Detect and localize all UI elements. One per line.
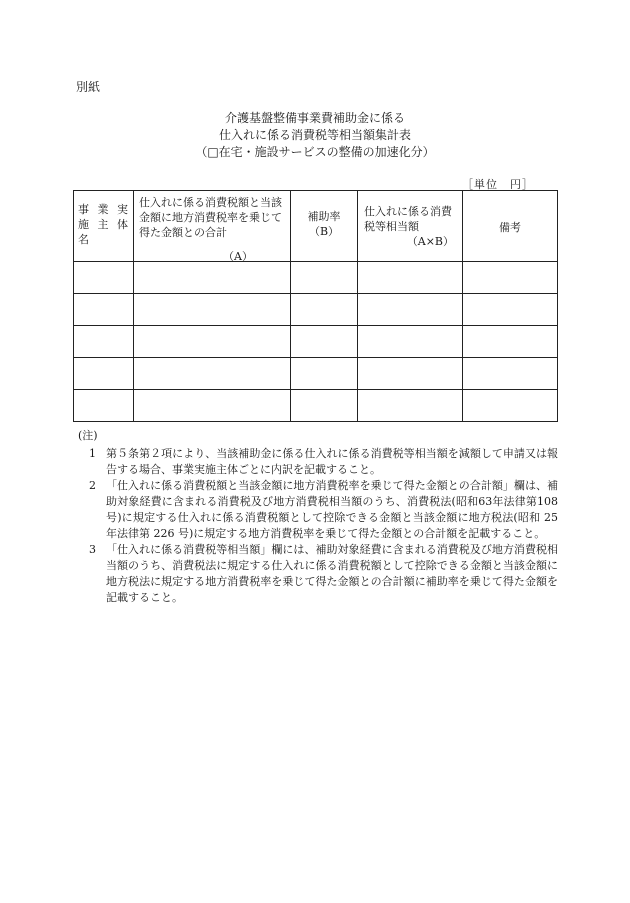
table-cell: [134, 326, 291, 358]
table-cell: [74, 294, 134, 326]
note-number: 2: [89, 479, 96, 492]
table-cell: [291, 390, 358, 422]
note-item: [78, 542, 558, 606]
notes-label: (注): [78, 429, 98, 442]
document-title: [0, 110, 630, 161]
table-cell: [134, 294, 291, 326]
header-remarks: 備考: [463, 191, 558, 262]
table-cell: [358, 294, 463, 326]
table-cell: [291, 262, 358, 294]
header-subsidy-rate-mark: （B）: [308, 225, 340, 238]
table-row: [74, 390, 558, 422]
table-cell: [463, 262, 558, 294]
note-item: [78, 446, 558, 478]
note-number: 3: [89, 543, 96, 556]
table-cell: [463, 390, 558, 422]
note-item: [78, 478, 558, 542]
table-cell: [358, 358, 463, 390]
table-cell: [291, 358, 358, 390]
table-cell: [74, 262, 134, 294]
header-entity-name: 事業実施主体名: [74, 191, 134, 262]
table-cell: [291, 294, 358, 326]
table-cell: [463, 294, 558, 326]
table-cell: [134, 358, 291, 390]
header-tax-total-text: 仕入れに係る消費税額と当該金額に地方消費税率を乗じて得た金額との合計: [139, 196, 282, 239]
note-number: 1: [89, 447, 96, 460]
table-cell: [74, 326, 134, 358]
title-line-2: 仕入れに係る消費税等相当額集計表: [218, 128, 411, 142]
note-text: 第５条第２項により、当該補助金に係る仕入れに係る消費税等相当額を減額して申請又は報告する場合、事業実施主体ごとに内訳を記載すること。: [106, 447, 558, 476]
summary-table: [73, 190, 558, 422]
table-cell: [358, 262, 463, 294]
table-cell: [134, 390, 291, 422]
table-cell: [74, 390, 134, 422]
header-tax-total: [134, 191, 291, 262]
header-tax-equivalent-mark: （A×B）: [406, 235, 454, 248]
page-label: 別紙: [76, 80, 101, 94]
header-tax-total-mark: （A）: [223, 250, 253, 263]
table-cell: [463, 358, 558, 390]
title-line-1: 介護基盤整備事業費補助金に係る: [224, 111, 405, 125]
header-subsidy-rate: [291, 191, 358, 262]
header-row: [74, 191, 558, 262]
header-subsidy-rate-text: 補助率: [307, 210, 341, 223]
unit-label: ［単位 円］: [462, 178, 534, 191]
notes-section: [78, 428, 558, 606]
table-row: [74, 294, 558, 326]
table-cell: [463, 326, 558, 358]
header-tax-equivalent-text: 仕入れに係る消費税等相当額: [364, 205, 452, 233]
table-row: [74, 326, 558, 358]
note-text: 「仕入れに係る消費税額と当該金額に地方消費税率を乗じて得た金額との合計額」欄は、補助対象経費に含まれる消費税及び地方消費税相当額のうち、消費税法(昭和63年法律第108号)に規定する仕入れに係る消費税額として控除できる金額と当該金額に地方税法(昭和 25 年法律第 226 号)に規定する地方消費税率を乗じて得た金額との合計額を記載すること。: [106, 479, 558, 540]
table-row: [74, 358, 558, 390]
table-cell: [358, 326, 463, 358]
table-row: [74, 262, 558, 294]
header-tax-equivalent: [358, 191, 463, 262]
table-cell: [358, 390, 463, 422]
title-line-3: （□在宅・施設サービスの整備の加速化分）: [195, 145, 435, 159]
table-cell: [74, 358, 134, 390]
table-cell: [134, 262, 291, 294]
note-text: 「仕入れに係る消費税等相当額」欄には、補助対象経費に含まれる消費税及び地方消費税相当額のうち、消費税法に規定する仕入れに係る消費税額として控除できる金額と当該金額に地方税法に規定する地方消費税率を乗じて得た金額との合計額に補助率を乗じて得た金額を記載すること。: [106, 543, 558, 604]
table-cell: [291, 326, 358, 358]
